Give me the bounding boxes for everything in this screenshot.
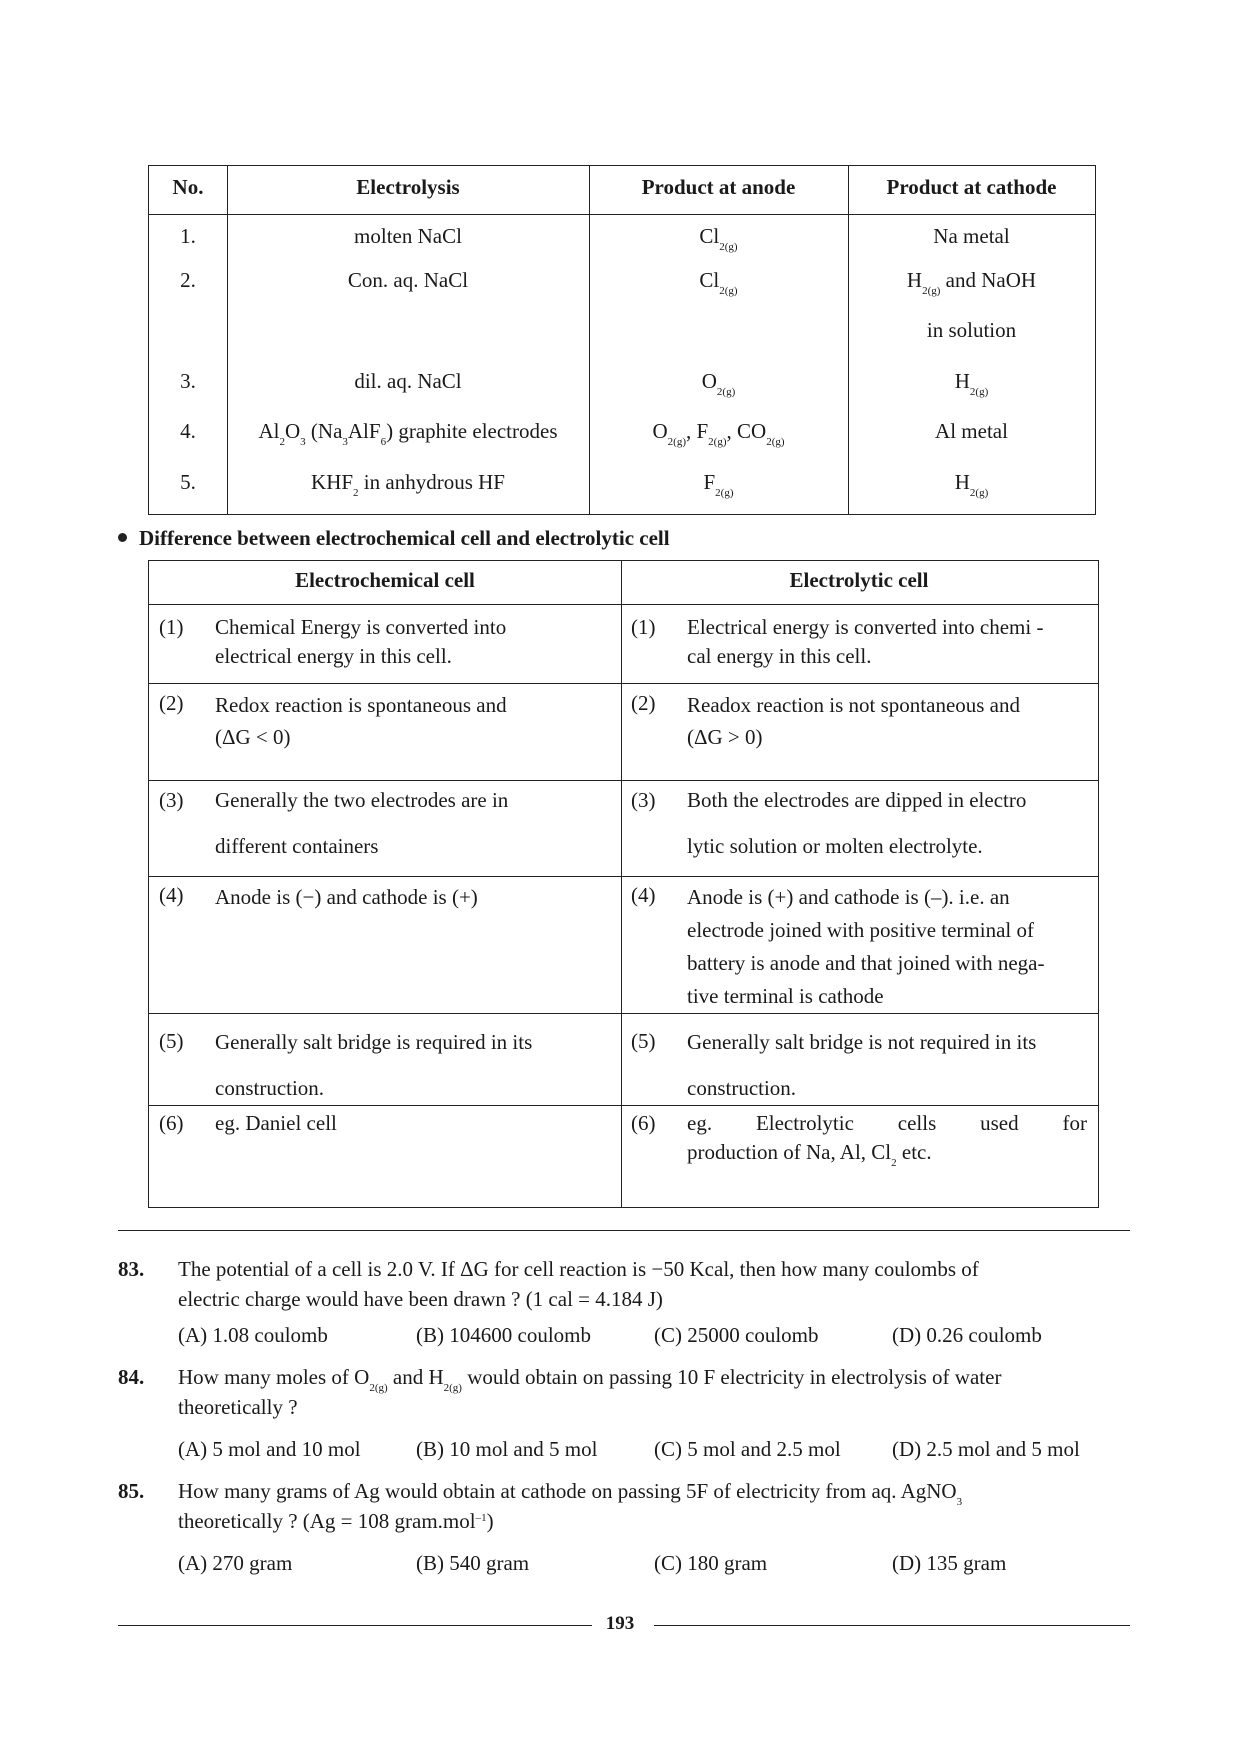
question-83-option-a: (A) 1.08 coulomb — [178, 1323, 328, 1347]
row-2-no: 2. — [180, 268, 196, 292]
row-5-left: Generally salt bridge is required in its construction. — [215, 1030, 533, 1100]
row-5-anode: $F_{2(g)}$ — [703, 470, 734, 499]
header-anode: Product at anode — [641, 175, 796, 199]
row-2-anode: $Cl_{2(g)}$ — [699, 268, 738, 297]
question-84-number: 84. — [118, 1365, 145, 1389]
question-85-option-d: (D) 135 gram — [892, 1551, 1007, 1575]
header-no: No. — [172, 175, 204, 199]
question-84-option-a: (A) 5 mol and 10 mol — [178, 1437, 361, 1461]
row-4-left: Anode is (−) and cathode is (+) — [215, 885, 478, 909]
row-1-no: 1. — [180, 224, 196, 248]
row-4-right: Anode is (+) and cathode is (–). i.e. an electrode joined with positive terminal of battery is anode and that joined with nega- tive terminal is cathode — [687, 885, 1045, 1008]
row-6-left: eg. Daniel cell — [215, 1111, 337, 1135]
row-3-number-left: (3) — [159, 788, 184, 812]
row-5-number-right: (5) — [631, 1029, 656, 1053]
question-85-option-a: (A) 270 gram — [178, 1551, 293, 1575]
footer-rule-right — [654, 1625, 1130, 1626]
question-84-text: How many moles of $O_{2(g)}$ and $H_{2(g)}$ would obtain on passing 10 F electricity in electrolysis of water theoretically ? — [178, 1365, 1002, 1419]
row-1-electrolysis: molten NaCl — [354, 224, 462, 248]
row-4-electrolysis: $Al_2O_3$ $(Na_3AlF_6)$ graphite electrodes — [258, 419, 558, 448]
row-2-left: Redox reaction is spontaneous and (ΔG < 0) — [215, 693, 507, 749]
row-2-cathode-line2: in solution — [926, 318, 1017, 342]
bullet-icon — [118, 533, 127, 542]
question-83-option-c: (C) 25000 coulomb — [654, 1323, 819, 1347]
row-3-cathode: $H_{2(g)}$ — [954, 369, 989, 398]
question-84-option-b: (B) 10 mol and 5 mol — [416, 1437, 598, 1461]
row-1-cathode: Na metal — [933, 224, 1010, 248]
row-1-anode: $Cl_{2(g)}$ — [699, 224, 738, 253]
cell-comparison-table — [148, 560, 1099, 1208]
row-5-electrolysis: $KHF_2$ in anhydrous HF — [311, 470, 505, 499]
question-85-option-c: (C) 180 gram — [654, 1551, 768, 1575]
row-1-left: Chemical Energy is converted into electrical energy in this cell. — [215, 615, 507, 668]
question-83-text: The potential of a cell is 2.0 V. If ΔG for cell reaction is −50 Kcal, then how many coulombs of electric charge would have been drawn ? (1 cal = 4.184 J) — [178, 1257, 979, 1311]
row-4-anode: $O_{2(g)}$, $F_{2(g)}$, $CO_{2(g)}$ — [652, 419, 785, 448]
row-3-right: Both the electrodes are dipped in electro lytic solution or molten electrolyte. — [687, 788, 1027, 858]
footer-rule-left — [118, 1625, 592, 1626]
electrolysis-products-table — [148, 165, 1096, 515]
question-85-option-b: (B) 540 gram — [416, 1551, 530, 1575]
question-84-option-d: (D) 2.5 mol and 5 mol — [892, 1437, 1080, 1461]
row-3-no: 3. — [180, 369, 196, 393]
separator-rule — [118, 1230, 1130, 1231]
row-1-number-left: (1) — [159, 615, 184, 639]
row-3-number-right: (3) — [631, 788, 656, 812]
row-3-left: Generally the two electrodes are in different containers — [215, 788, 509, 858]
header-cathode: Product at cathode — [886, 175, 1057, 199]
question-83-option-b: (B) 104600 coulomb — [416, 1323, 591, 1347]
row-2-cathode: $H_{2(g)}$ and NaOH — [906, 268, 1037, 297]
row-2-number-left: (2) — [159, 691, 184, 715]
question-83-option-d: (D) 0.26 coulomb — [892, 1323, 1042, 1347]
row-4-number-right: (4) — [631, 883, 656, 907]
row-4-number-left: (4) — [159, 883, 184, 907]
row-6-number-left: (6) — [159, 1111, 184, 1135]
row-4-cathode: Al metal — [935, 419, 1008, 443]
row-5-no: 5. — [180, 470, 196, 494]
question-84-option-c: (C) 5 mol and 2.5 mol — [654, 1437, 841, 1461]
page-number: 193 — [605, 1613, 635, 1634]
header-electrolysis: Electrolysis — [356, 175, 460, 199]
row-5-cathode: $H_{2(g)}$ — [954, 470, 989, 499]
question-85-number: 85. — [118, 1479, 145, 1503]
row-2-electrolysis: Con. aq. NaCl — [347, 268, 469, 292]
row-3-anode: $O_{2(g)}$ — [701, 369, 736, 398]
row-1-right: Electrical energy is converted into chemi - cal energy in this cell. — [687, 615, 1044, 668]
question-85-text: How many grams of Ag would obtain at cathode on passing 5F of electricity from aq. AgNO$_3$ theoretically ? (Ag = 108 gram.mol$^{-1}$) — [178, 1479, 963, 1533]
header-electrolytic: Electrolytic cell — [789, 568, 929, 592]
row-5-number-left: (5) — [159, 1029, 184, 1053]
header-electrochemical: Electrochemical cell — [295, 568, 475, 592]
row-4-no: 4. — [180, 419, 196, 443]
section-heading: Difference between electrochemical cell and electrolytic cell — [118, 524, 670, 552]
row-2-number-right: (2) — [631, 691, 656, 715]
row-6-right: eg. Electrolytic cells used for production of Na, Al, $Cl_2$ etc. — [687, 1111, 1087, 1169]
row-2-right: Readox reaction is not spontaneous and (ΔG > 0) — [687, 693, 1021, 749]
row-3-electrolysis: dil. aq. NaCl — [354, 369, 462, 393]
row-1-number-right: (1) — [631, 615, 656, 639]
row-6-number-right: (6) — [631, 1111, 656, 1135]
row-5-right: Generally salt bridge is not required in its construction. — [687, 1030, 1037, 1100]
question-83-number: 83. — [118, 1257, 145, 1281]
